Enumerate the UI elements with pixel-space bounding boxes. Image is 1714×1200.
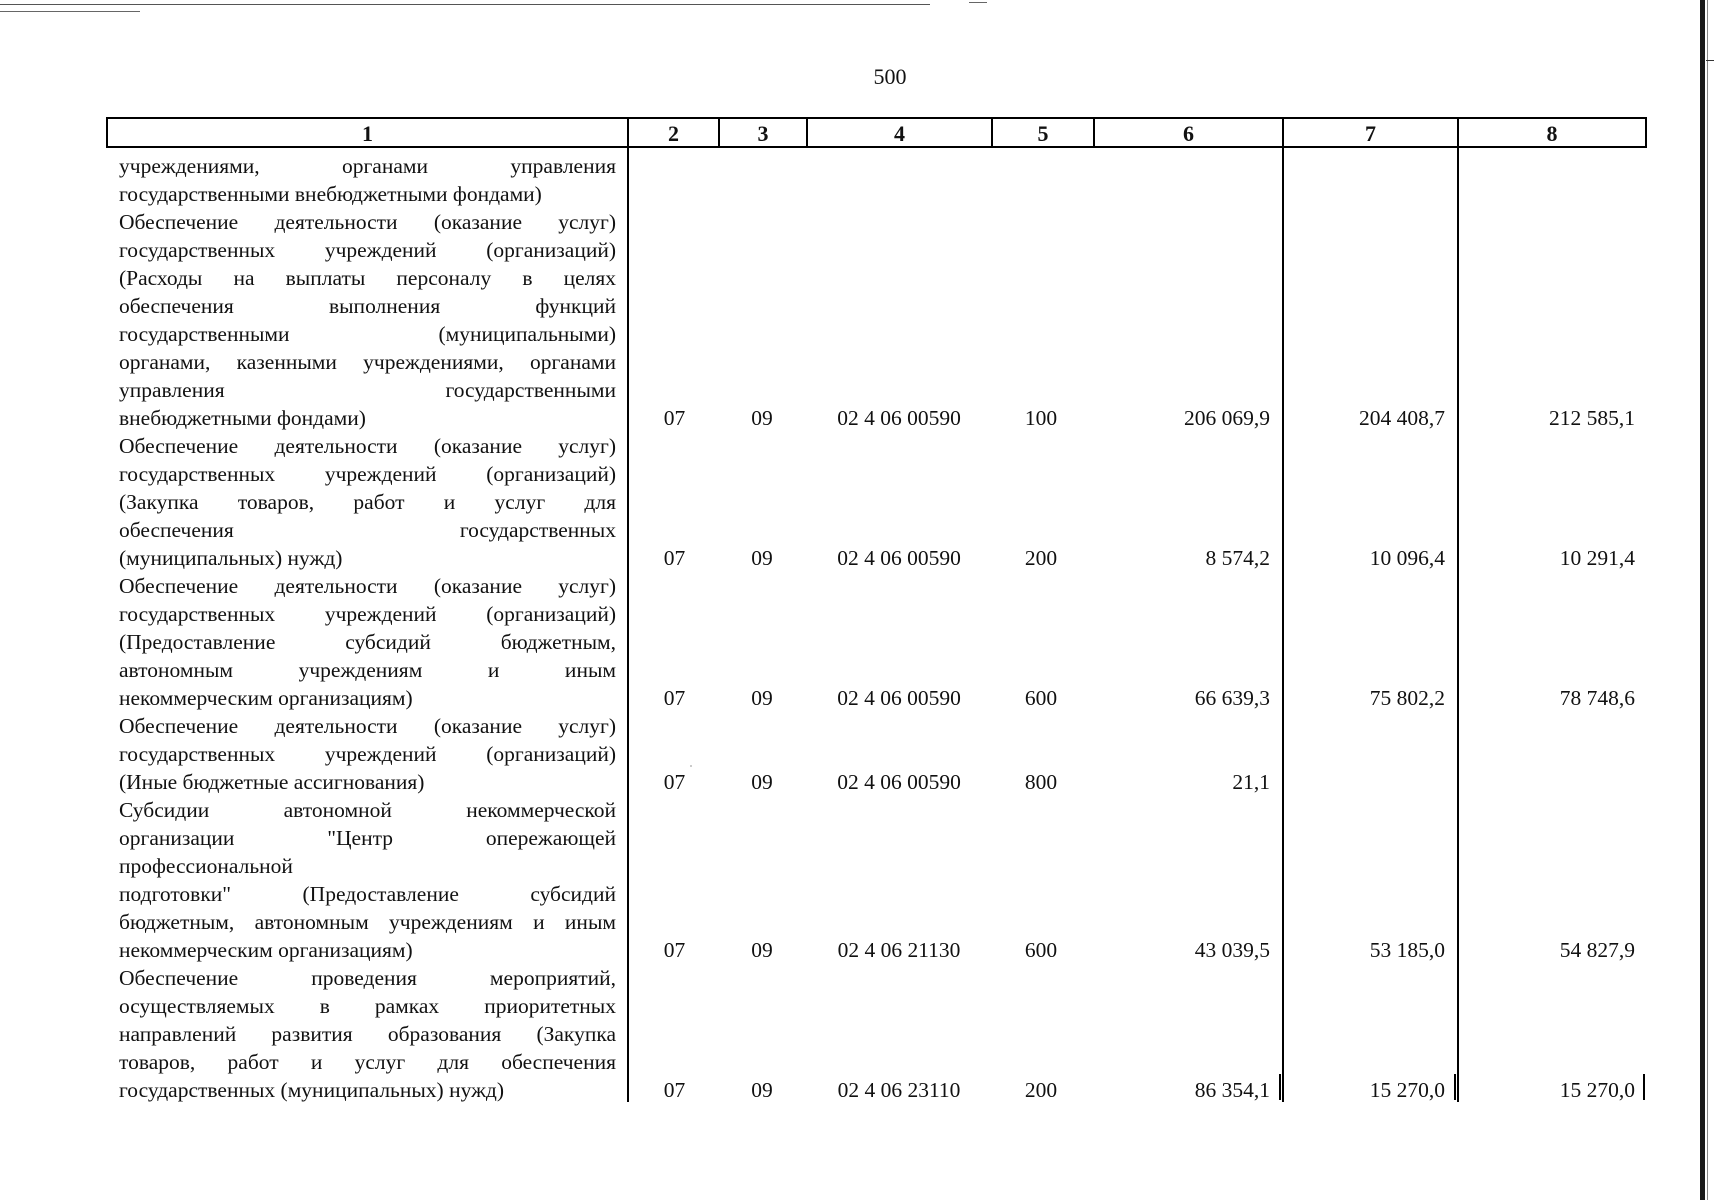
description-line: внебюджетными фондами) bbox=[119, 406, 366, 430]
target-article-code: 02 4 06 00590 bbox=[837, 686, 961, 710]
subsection-code: 09 bbox=[751, 770, 773, 794]
table-row-description bbox=[119, 208, 616, 432]
amount-col6: 21,1 bbox=[1232, 770, 1270, 794]
table-row-description bbox=[119, 964, 616, 1104]
description-line: товаров, работ и услуг для обеспечения bbox=[119, 1050, 616, 1074]
amount-col8: 212 585,1 bbox=[1549, 406, 1635, 430]
target-article-code: 02 4 06 00590 bbox=[837, 406, 961, 430]
target-article-code: 02 4 06 21130 bbox=[837, 938, 961, 962]
column-header: 8 bbox=[1546, 121, 1558, 146]
description-line: Субсидии автономной некоммерческой bbox=[119, 798, 616, 822]
amount-col7: 10 096,4 bbox=[1369, 546, 1445, 570]
amount-col8: 78 748,6 bbox=[1559, 686, 1635, 710]
description-line: государственных учреждений (организаций) bbox=[119, 462, 616, 486]
target-article-code: 02 4 06 00590 bbox=[837, 770, 961, 794]
description-line: государственными внебюджетными фондами) bbox=[119, 182, 542, 206]
description-line: профессиональной bbox=[119, 854, 293, 878]
description-line: осуществляемых в рамках приоритетных bbox=[119, 994, 616, 1018]
page-number: 500 bbox=[873, 64, 907, 89]
section-code: 07 bbox=[663, 1078, 686, 1102]
description-line: некоммерческим организациям) bbox=[119, 686, 413, 710]
expense-type-code: 100 bbox=[1024, 406, 1058, 430]
scan-border-mark bbox=[0, 11, 140, 12]
description-line: (муниципальных) нужд) bbox=[119, 546, 343, 570]
scan-border-mark bbox=[969, 2, 987, 3]
amount-col8: 15 270,0 bbox=[1559, 1078, 1635, 1102]
amount-col7 bbox=[1283, 768, 1445, 796]
amount-col6: 8 574,2 bbox=[1205, 546, 1270, 570]
table-top-border bbox=[106, 117, 1646, 119]
description-line: (Предоставление субсидий бюджетным, bbox=[119, 630, 616, 654]
column-border bbox=[1279, 1074, 1281, 1100]
target-article-code: 02 4 06 00590 bbox=[837, 546, 961, 570]
column-header: 6 bbox=[1183, 121, 1194, 146]
scan-border-mark bbox=[1706, 60, 1714, 61]
amount-col7: 53 185,0 bbox=[1369, 938, 1445, 962]
subsection-code: 09 bbox=[751, 1078, 773, 1102]
subsection-code: 09 bbox=[751, 938, 773, 962]
column-border bbox=[1643, 1074, 1645, 1100]
scan-border-right bbox=[1700, 0, 1705, 1200]
table-row-description bbox=[119, 432, 616, 572]
amount-col7: 75 802,2 bbox=[1369, 686, 1445, 710]
scan-border-right bbox=[1707, 0, 1708, 1200]
description-line: Обеспечение деятельности (оказание услуг) bbox=[119, 210, 616, 234]
column-header: 5 bbox=[1037, 121, 1049, 146]
section-code: 07 bbox=[663, 406, 686, 430]
description-line: некоммерческим организациям) bbox=[119, 938, 413, 962]
column-header: 3 bbox=[757, 121, 769, 146]
amount-col8: 54 827,9 bbox=[1559, 938, 1635, 962]
column-header: 1 bbox=[362, 121, 373, 146]
scan-speck bbox=[690, 765, 692, 767]
expense-type-code: 200 bbox=[1024, 1078, 1058, 1102]
amount-col6: 206 069,9 bbox=[1184, 406, 1270, 430]
table-row-description bbox=[119, 152, 616, 208]
column-border bbox=[1645, 117, 1647, 148]
subsection-code: 09 bbox=[751, 546, 773, 570]
description-line: (Иные бюджетные ассигнования) bbox=[119, 770, 425, 794]
description-line: Обеспечение деятельности (оказание услуг) bbox=[119, 574, 616, 598]
amount-col7: 15 270,0 bbox=[1369, 1078, 1445, 1102]
expense-type-code: 600 bbox=[1024, 938, 1058, 962]
description-line: обеспечения выполнения функций bbox=[119, 294, 616, 318]
description-line: Обеспечение деятельности (оказание услуг) bbox=[119, 714, 616, 738]
column-header: 2 bbox=[668, 121, 679, 146]
subsection-code: 09 bbox=[751, 686, 773, 710]
description-line: органами, казенными учреждениями, органами bbox=[119, 350, 616, 374]
subsection-code: 09 bbox=[751, 406, 773, 430]
description-line: автономным учреждениям и иным bbox=[119, 658, 616, 682]
description-line: учреждениями, органами управления bbox=[119, 154, 616, 178]
description-line: (Закупка товаров, работ и услуг для bbox=[119, 490, 616, 514]
description-line: обеспечения государственных bbox=[119, 518, 616, 542]
amount-col8: 10 291,4 bbox=[1559, 546, 1635, 570]
scan-border-top bbox=[0, 4, 930, 5]
description-line: организации "Центр опережающей bbox=[119, 826, 616, 850]
column-header: 7 bbox=[1365, 121, 1376, 146]
table-row-description bbox=[119, 796, 616, 964]
description-line: управления государственными bbox=[119, 378, 616, 402]
description-line: подготовки" (Предоставление субсидий bbox=[119, 882, 616, 906]
amount-col7: 204 408,7 bbox=[1359, 406, 1445, 430]
section-code: 07 bbox=[663, 770, 686, 794]
description-line: государственных учреждений (организаций) bbox=[119, 742, 616, 766]
description-line: направлений развития образования (Закупка bbox=[119, 1022, 616, 1046]
amount-col6: 86 354,1 bbox=[1194, 1078, 1270, 1102]
expense-type-code: 600 bbox=[1024, 686, 1058, 710]
section-code: 07 bbox=[663, 938, 686, 962]
description-line: Обеспечение проведения мероприятий, bbox=[119, 966, 616, 990]
description-line: государственными (муниципальными) bbox=[119, 322, 616, 346]
section-code: 07 bbox=[663, 546, 686, 570]
description-line: государственных учреждений (организаций) bbox=[119, 602, 616, 626]
amount-col6: 66 639,3 bbox=[1194, 686, 1270, 710]
description-line: (Расходы на выплаты персоналу в целях bbox=[119, 266, 616, 290]
description-line: бюджетным, автономным учреждениям и иным bbox=[119, 910, 616, 934]
table-row-description bbox=[119, 572, 616, 712]
column-header: 4 bbox=[894, 121, 905, 146]
description-line: государственных (муниципальных) нужд) bbox=[119, 1078, 505, 1102]
amount-col6: 43 039,5 bbox=[1194, 938, 1270, 962]
column-border bbox=[1454, 1074, 1456, 1100]
expense-type-code: 200 bbox=[1024, 546, 1058, 570]
section-code: 07 bbox=[663, 686, 686, 710]
table-row-description bbox=[119, 712, 616, 796]
description-line: Обеспечение деятельности (оказание услуг) bbox=[119, 434, 616, 458]
target-article-code: 02 4 06 23110 bbox=[837, 1078, 961, 1102]
expense-type-code: 800 bbox=[1024, 770, 1058, 794]
description-line: государственных учреждений (организаций) bbox=[119, 238, 616, 262]
amount-col8 bbox=[1458, 768, 1635, 796]
